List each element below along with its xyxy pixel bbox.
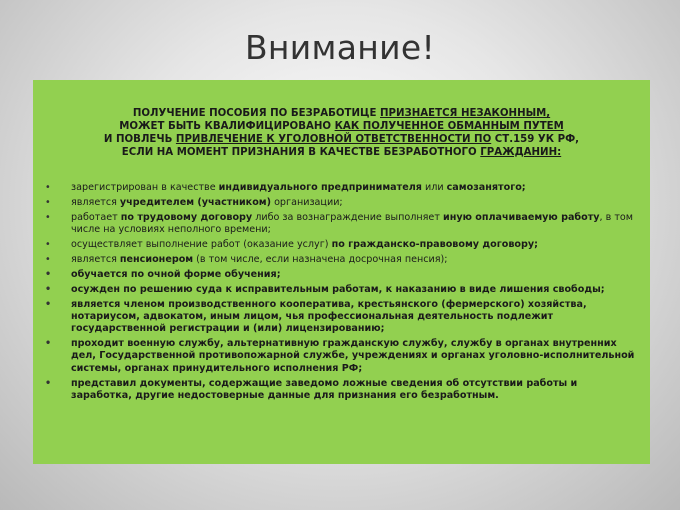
heading-text: СТ.159 УК РФ,: [491, 134, 580, 145]
slide-title: Внимание!: [244, 28, 436, 67]
heading-underlined: ГРАЖДАНИН:: [480, 147, 562, 158]
heading-underlined: КАК ПОЛУЧЕННОЕ ОБМАННЫМ ПУТЕМ: [334, 121, 564, 132]
heading-underlined: ПРИЗНАЕТСЯ НЕЗАКОННЫМ,: [380, 108, 551, 119]
list-item: • является членом производственного кооператива, крестьянского (фермерского) хозяйства, нотариусом, адвокатом, иным лицом, чья профессиональная деятельность подлежит государственной регистрации и (или) лицензированию;: [43, 299, 640, 336]
list-item: • осуществляет выполнение работ (оказание услуг) по гражданско-правовому договору;: [43, 239, 640, 251]
list-item: • является пенсионером (в том числе, если назначена досрочная пенсия);: [43, 254, 640, 266]
list-item: • обучается по очной форме обучения;: [43, 269, 640, 281]
list-item: • зарегистрирован в качестве индивидуального предпринимателя или самозанятого;: [43, 182, 640, 194]
notice-heading: [43, 107, 640, 159]
condition-list: [43, 182, 640, 402]
heading-text: ЕСЛИ НА МОМЕНТ ПРИЗНАНИЯ В КАЧЕСТВЕ БЕЗРАБОТНОГО: [121, 147, 481, 158]
list-item: • является учредителем (участником) организации;: [43, 197, 640, 209]
list-item: • представил документы, содержащие заведомо ложные сведения об отсутствии работы и заработка, другие недостоверные данные для признания его безработным.: [43, 378, 640, 403]
heading-text: МОЖЕТ БЫТЬ КВАЛИФИЦИРОВАНО: [119, 121, 335, 132]
notice-panel: [33, 80, 650, 464]
heading-text: ПОЛУЧЕНИЕ ПОСОБИЯ ПО БЕЗРАБОТИЦЕ: [132, 108, 380, 119]
heading-underlined: ПРИВЛЕЧЕНИЕ К УГОЛОВНОЙ ОТВЕТСТВЕННОСТИ ПО: [175, 134, 492, 145]
heading-text: И ПОВЛЕЧЬ: [103, 134, 176, 145]
list-item: • проходит военную службу, альтернативную гражданскую службу, службу в органах внутренних дел, Государственной противопожарной службе, учреждениях и органах уголовно-исполнительной системы, органах принудительного исполнения РФ;: [43, 338, 640, 375]
list-item: • работает по трудовому договору либо за вознаграждение выполняет иную оплачиваемую работу, в том числе на условиях неполного времени;: [43, 212, 640, 237]
list-item: • осужден по решению суда к исправительным работам, к наказанию в виде лишения свободы;: [43, 284, 640, 296]
